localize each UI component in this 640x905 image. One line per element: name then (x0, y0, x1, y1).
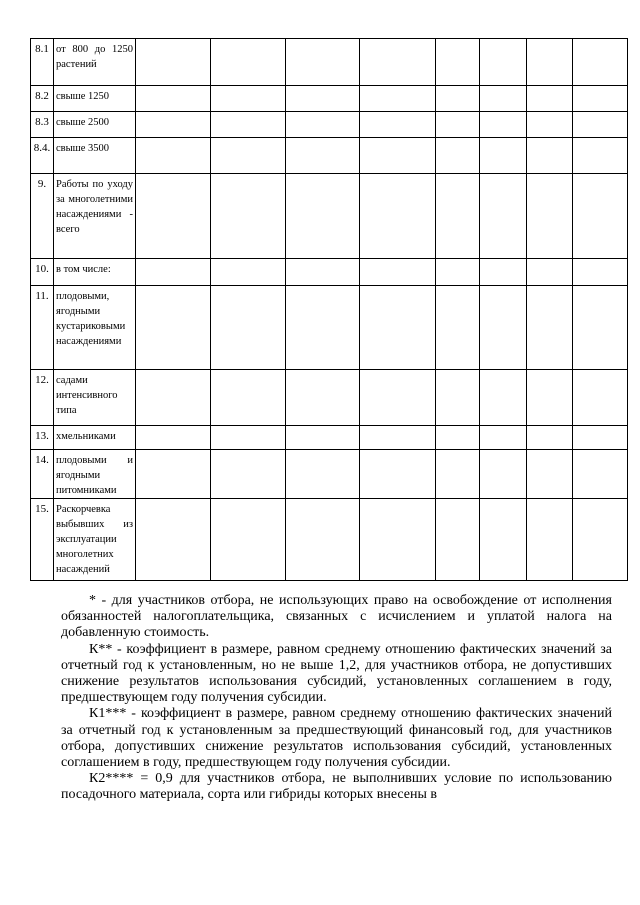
table-cell (436, 450, 480, 499)
table-cell (527, 259, 573, 286)
row-name: в том числе: (54, 259, 136, 286)
table-cell (573, 499, 628, 581)
table-cell (211, 499, 286, 581)
table-row (31, 86, 628, 112)
table-row (31, 112, 628, 138)
table-cell (286, 370, 360, 426)
table-cell (136, 286, 211, 370)
table-row (31, 174, 628, 259)
table-cell (480, 370, 527, 426)
row-name: от 800 до 1250 растений (54, 39, 136, 86)
table-cell (436, 86, 480, 112)
table-cell (136, 426, 211, 450)
row-name: свыше 1250 (54, 86, 136, 112)
table-cell (211, 259, 286, 286)
table-cell (211, 174, 286, 259)
table-cell (527, 426, 573, 450)
table-cell (480, 259, 527, 286)
table-cell (573, 426, 628, 450)
table-cell (211, 450, 286, 499)
table-cell (436, 499, 480, 581)
footnote-vat: * - для участников отбора, не использующих право на освобождение от исполнения обязанностей налогоплательщика, связанных с исчислением и уплатой налога на добавленную стоимость. (61, 593, 612, 641)
footnote-k1: К1*** - коэффициент в размере, равном среднему отношению фактических значений за отчетный год к установленным за предшествующий финансовый год, для участников отбора, допустивших снижение результатов использования субсидий, установленных соглашением в году, предшествующем году получения субсидии. (61, 706, 612, 771)
table-row (31, 426, 628, 450)
table-cell (286, 86, 360, 112)
table-cell (360, 499, 436, 581)
table-cell (573, 450, 628, 499)
table-cell (573, 286, 628, 370)
table-cell (436, 370, 480, 426)
table-cell (573, 86, 628, 112)
table-cell (480, 450, 527, 499)
table-cell (286, 138, 360, 174)
row-name: плодовыми и ягодными питомниками (54, 450, 136, 499)
table-cell (136, 259, 211, 286)
table-cell (360, 370, 436, 426)
table-cell (527, 39, 573, 86)
row-number: 9. (31, 174, 54, 259)
table-cell (286, 39, 360, 86)
row-number: 15. (31, 499, 54, 581)
row-number: 14. (31, 450, 54, 499)
footnote-k: К** - коэффициент в размере, равном среднему отношению фактических значений за отчетный год к установленным, но не выше 1,2, для участников отбора, не допустивших снижение результатов использования субсидий, установленных соглашением в году, предшествующем году получения субсидии. (61, 641, 612, 706)
table-cell (360, 286, 436, 370)
table-cell (573, 174, 628, 259)
table-cell (527, 174, 573, 259)
table-cell (211, 39, 286, 86)
row-name: свыше 3500 (54, 138, 136, 174)
table-row (31, 450, 628, 499)
row-number: 8.2 (31, 86, 54, 112)
table-cell (480, 174, 527, 259)
row-number: 8.3 (31, 112, 54, 138)
table-cell (527, 86, 573, 112)
table-cell (136, 138, 211, 174)
table-cell (480, 426, 527, 450)
table-cell (136, 450, 211, 499)
row-number: 10. (31, 259, 54, 286)
table-cell (573, 259, 628, 286)
table-cell (436, 426, 480, 450)
row-name: Раскорчевка выбывших из эксплуатации многолетних насаждений (54, 499, 136, 581)
table-cell (436, 174, 480, 259)
table-cell (286, 259, 360, 286)
table-cell (480, 499, 527, 581)
table-row (31, 138, 628, 174)
table-cell (573, 112, 628, 138)
table-row (31, 370, 628, 426)
table-cell (360, 426, 436, 450)
row-number: 8.4. (31, 138, 54, 174)
table-cell (360, 259, 436, 286)
table-row (31, 499, 628, 581)
table-row (31, 39, 628, 86)
table-cell (436, 138, 480, 174)
table-cell (480, 112, 527, 138)
table-cell (360, 39, 436, 86)
table-cell (527, 286, 573, 370)
table-cell (527, 450, 573, 499)
data-table (30, 38, 628, 581)
table-cell (360, 86, 436, 112)
table-cell (136, 370, 211, 426)
table-cell (480, 286, 527, 370)
row-number: 8.1 (31, 39, 54, 86)
table-row (31, 286, 628, 370)
table-cell (480, 138, 527, 174)
table-cell (136, 174, 211, 259)
table-cell (480, 39, 527, 86)
table-cell (527, 499, 573, 581)
table-cell (286, 426, 360, 450)
table-cell (573, 138, 628, 174)
table-cell (436, 259, 480, 286)
table-cell (527, 138, 573, 174)
row-name: хмельниками (54, 426, 136, 450)
table-cell (436, 286, 480, 370)
table-cell (480, 86, 527, 112)
table-row (31, 259, 628, 286)
table-cell (211, 112, 286, 138)
table-cell (136, 86, 211, 112)
table-cell (211, 86, 286, 112)
row-name: плодовыми, ягодными кустариковыми насаждениями (54, 286, 136, 370)
table-cell (286, 112, 360, 138)
table-cell (136, 499, 211, 581)
table-cell (286, 499, 360, 581)
table-cell (211, 286, 286, 370)
row-number: 11. (31, 286, 54, 370)
table-cell (136, 39, 211, 86)
table-cell (286, 174, 360, 259)
table-cell (573, 39, 628, 86)
table-cell (573, 370, 628, 426)
table-cell (436, 39, 480, 86)
table-cell (360, 174, 436, 259)
table-cell (286, 450, 360, 499)
table-cell (360, 112, 436, 138)
row-name: свыше 2500 (54, 112, 136, 138)
table-cell (136, 112, 211, 138)
table-cell (211, 370, 286, 426)
table-cell (436, 112, 480, 138)
footnotes (61, 593, 612, 804)
table-cell (360, 450, 436, 499)
table-cell (360, 138, 436, 174)
row-number: 12. (31, 370, 54, 426)
table-cell (211, 138, 286, 174)
row-name: Работы по уходу за многолетними насаждениями - всего (54, 174, 136, 259)
row-number: 13. (31, 426, 54, 450)
table-cell (211, 426, 286, 450)
table-cell (527, 112, 573, 138)
footnote-k2: К2**** = 0,9 для участников отбора, не выполнивших условие по использованию посадочного материала, сорта или гибриды которых внесены в (61, 771, 612, 803)
table-cell (527, 370, 573, 426)
row-name: садами интенсивного типа (54, 370, 136, 426)
table-cell (286, 286, 360, 370)
